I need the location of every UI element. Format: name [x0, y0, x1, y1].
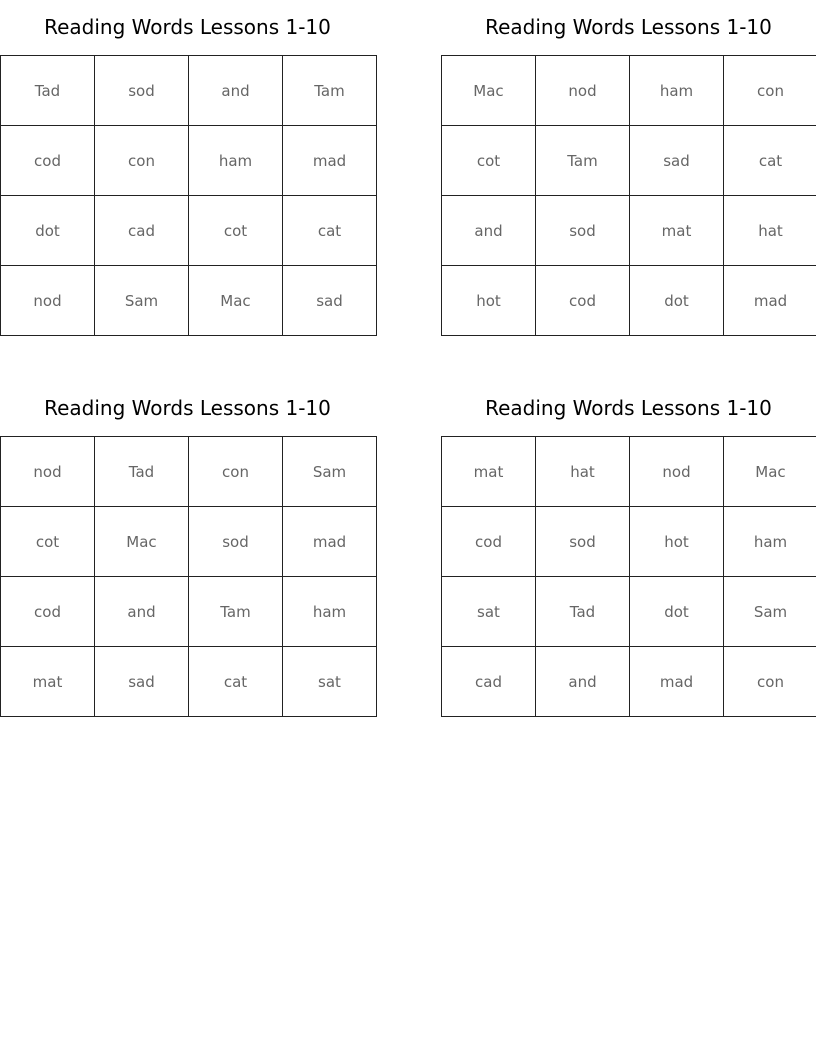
grid-row — [442, 56, 816, 126]
word-cell: mad — [283, 126, 377, 196]
word-cell: mad — [724, 266, 816, 336]
card-title: Reading Words Lessons 1-10 — [44, 396, 331, 420]
grid-row — [1, 126, 377, 196]
grid-row — [1, 507, 377, 577]
word-cell: sod — [536, 507, 630, 577]
word-cell: Tad — [536, 577, 630, 647]
word-cell: cad — [95, 196, 189, 266]
grid-row — [1, 647, 377, 717]
word-cell: mat — [1, 647, 95, 717]
card-title: Reading Words Lessons 1-10 — [44, 15, 331, 39]
word-grid — [0, 436, 377, 717]
word-cell: and — [536, 647, 630, 717]
word-cell: cod — [1, 126, 95, 196]
word-grid — [441, 436, 816, 717]
grid-row — [442, 266, 816, 336]
word-cell: nod — [630, 437, 724, 507]
word-cell: sod — [95, 56, 189, 126]
word-cell: dot — [630, 577, 724, 647]
grid-row — [1, 266, 377, 336]
word-cell: hot — [630, 507, 724, 577]
grid-row — [442, 196, 816, 266]
word-cell: sod — [536, 196, 630, 266]
word-cell: sod — [189, 507, 283, 577]
grid-row — [442, 126, 816, 196]
word-cell: cod — [442, 507, 536, 577]
word-cell: ham — [724, 507, 816, 577]
word-cell: cat — [283, 196, 377, 266]
word-cell: mat — [442, 437, 536, 507]
word-cell: Tam — [189, 577, 283, 647]
word-cell: and — [95, 577, 189, 647]
word-grid — [441, 55, 816, 336]
word-cell: dot — [1, 196, 95, 266]
grid-row — [442, 437, 816, 507]
word-cell: ham — [283, 577, 377, 647]
grid-row — [1, 577, 377, 647]
grid-row — [1, 437, 377, 507]
word-cell: nod — [1, 437, 95, 507]
card-title: Reading Words Lessons 1-10 — [485, 15, 772, 39]
word-cell: Mac — [95, 507, 189, 577]
word-cell: and — [189, 56, 283, 126]
word-cell: con — [724, 647, 816, 717]
grid-row — [1, 56, 377, 126]
word-cell: dot — [630, 266, 724, 336]
word-cell: cat — [189, 647, 283, 717]
word-cell: sad — [283, 266, 377, 336]
word-cell: Tam — [536, 126, 630, 196]
word-cell: nod — [1, 266, 95, 336]
word-cell: sat — [442, 577, 536, 647]
word-cell: ham — [189, 126, 283, 196]
grid-row — [442, 507, 816, 577]
word-cell: con — [189, 437, 283, 507]
word-cell: Sam — [283, 437, 377, 507]
word-cell: Mac — [724, 437, 816, 507]
word-cell: Mac — [442, 56, 536, 126]
word-grid — [0, 55, 377, 336]
word-cell: mad — [630, 647, 724, 717]
word-cell: hot — [442, 266, 536, 336]
word-cell: cot — [1, 507, 95, 577]
grid-row — [442, 577, 816, 647]
word-cell: cad — [442, 647, 536, 717]
word-cell: Tad — [1, 56, 95, 126]
word-cell: con — [95, 126, 189, 196]
word-cell: sad — [95, 647, 189, 717]
card-title: Reading Words Lessons 1-10 — [485, 396, 772, 420]
word-cell: Sam — [95, 266, 189, 336]
grid-row — [1, 196, 377, 266]
word-cell: sat — [283, 647, 377, 717]
word-cell: cod — [1, 577, 95, 647]
word-cell: con — [724, 56, 816, 126]
word-cell: Mac — [189, 266, 283, 336]
word-cell: hat — [724, 196, 816, 266]
word-cell: ham — [630, 56, 724, 126]
word-cell: Tam — [283, 56, 377, 126]
word-cell: and — [442, 196, 536, 266]
word-cell: mat — [630, 196, 724, 266]
word-cell: cat — [724, 126, 816, 196]
word-cell: cot — [442, 126, 536, 196]
word-cell: nod — [536, 56, 630, 126]
word-cell: cot — [189, 196, 283, 266]
word-cell: Sam — [724, 577, 816, 647]
word-cell: sad — [630, 126, 724, 196]
word-cell: mad — [283, 507, 377, 577]
word-cell: hat — [536, 437, 630, 507]
word-cell: Tad — [95, 437, 189, 507]
word-cell: cod — [536, 266, 630, 336]
grid-row — [442, 647, 816, 717]
